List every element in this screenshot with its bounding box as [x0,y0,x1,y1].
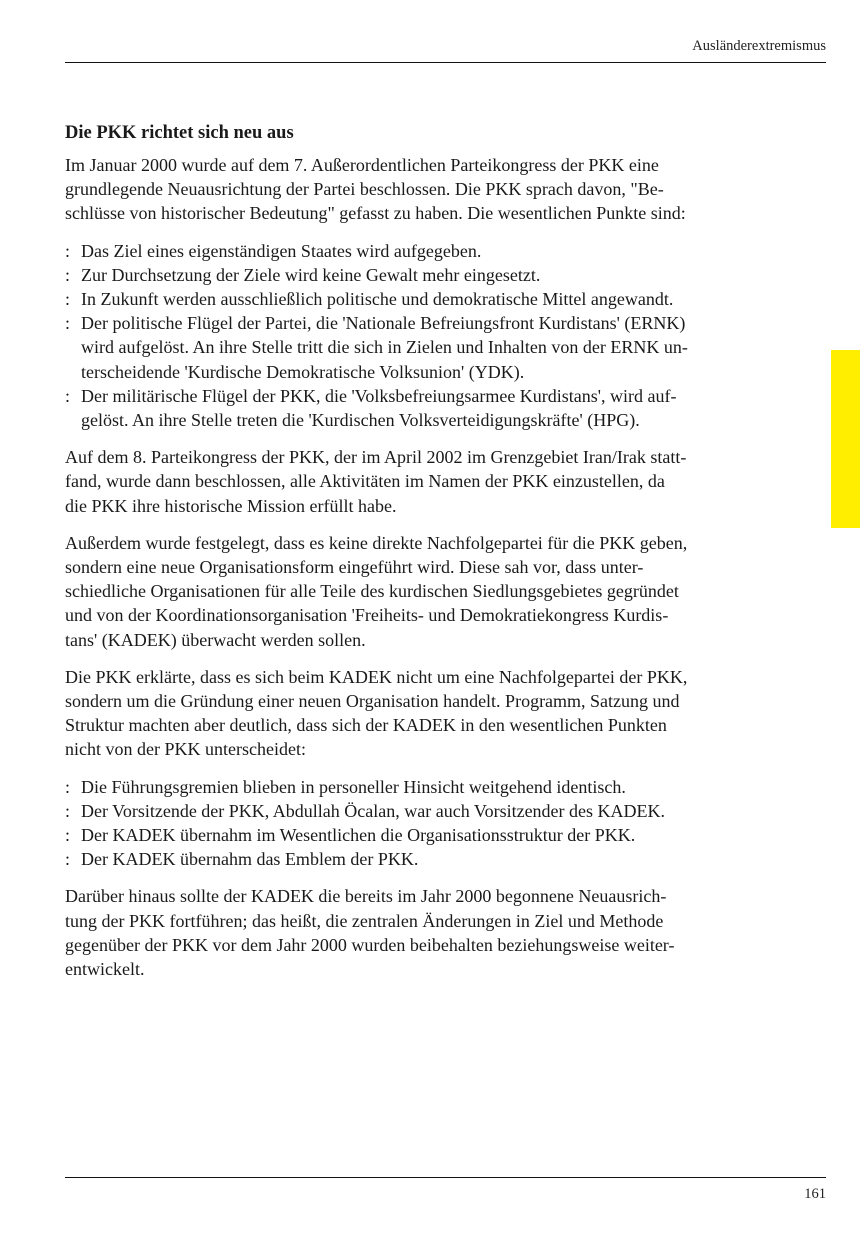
text-line: grundlegende Neuausrichtung der Partei beschlossen. Die PKK sprach davon, "Be- [65,179,664,200]
text-line: Zur Durchsetzung der Ziele wird keine Gewalt mehr eingesetzt. [81,264,541,285]
text-line: Struktur machten aber deutlich, dass sich der KADEK in den wesentlichen Punkten [65,715,667,736]
bullet-marker: : [65,800,71,821]
list-item [65,287,785,311]
text-line: Der KADEK übernahm im Wesentlichen die Organisationsstruktur der PKK. [81,825,636,846]
list-item [65,775,785,799]
text-line: und von der Koordinationsorganisation 'Freiheits- und Demokratiekongress Kurdis- [65,605,669,626]
list-item [65,239,785,263]
bullet-marker: : [65,849,71,870]
text-line: tans' (KADEK) überwacht werden sollen. [65,629,366,650]
text-line: Darüber hinaus sollte der KADEK die bereits im Jahr 2000 begonnene Neuausrich- [65,886,667,907]
bullet-marker: : [65,240,71,261]
text-line: gelöst. An ihre Stelle treten die 'Kurdischen Volksverteidigungskräfte' (HPG). [81,410,640,431]
bullet-marker: : [65,825,71,846]
text-line: fand, wurde dann beschlossen, alle Aktivitäten im Namen der PKK einzustellen, da [65,471,665,492]
text-line: die PKK ihre historische Mission erfüllt habe. [65,495,397,516]
text-line: Der KADEK übernahm das Emblem der PKK. [81,849,419,870]
text-line: tung der PKK fortführen; das heißt, die zentralen Änderungen in Ziel und Methode [65,910,664,931]
text-line: gegenüber der PKK vor dem Jahr 2000 wurden beibehalten beziehungsweise weiter- [65,934,675,955]
text-line: sondern um die Gründung einer neuen Organisation handelt. Programm, Satzung und [65,691,680,712]
page-content [65,121,785,994]
text-line: Das Ziel eines eigenständigen Staates wird aufgegeben. [81,240,482,261]
text-line: nicht von der PKK unterscheidet: [65,739,306,760]
paragraph-intro [65,153,785,226]
bullet-marker: : [65,264,71,285]
text-line: Die Führungsgremien blieben in personeller Hinsicht weitgehend identisch. [81,776,626,797]
text-line: In Zukunft werden ausschließlich politische und demokratische Mittel angewandt. [81,289,674,310]
bullet-marker: : [65,313,71,334]
list-item [65,799,785,823]
text-line: schlüsse von historischer Bedeutung" gefasst zu haben. Die wesentlichen Punkte sind: [65,203,686,224]
paragraph-kadek [65,665,785,762]
text-line: Der militärische Flügel der PKK, die 'Volksbefreiungsarmee Kurdistans', wird auf- [81,385,677,406]
text-line: Im Januar 2000 wurde auf dem 7. Außerordentlichen Parteikongress der PKK eine [65,155,659,175]
text-line: entwickelt. [65,959,145,980]
bullet-marker: : [65,385,71,406]
bullet-marker: : [65,776,71,797]
paragraph-new-organisation [65,531,785,652]
list-item [65,311,785,384]
text-line: sondern eine neue Organisationsform eingeführt wird. Diese sah vor, dass unter- [65,557,644,578]
list-item [65,263,785,287]
footer-rule [65,1177,826,1178]
list-item [65,847,785,871]
text-line: Die PKK erklärte, dass es sich beim KADEK nicht um eine Nachfolgepartei der PKK, [65,666,688,687]
list-item [65,823,785,847]
kadek-points-list [65,775,785,872]
list-item [65,384,785,432]
text-line: Auf dem 8. Parteikongress der PKK, der im April 2002 im Grenzgebiet Iran/Irak statt- [65,447,687,468]
text-line: terscheidende 'Kurdische Demokratische Volksunion' (YDK). [81,361,525,382]
paragraph-8th-congress [65,445,785,518]
text-line: Der Vorsitzende der PKK, Abdullah Öcalan, war auch Vorsitzender des KADEK. [81,800,666,821]
bullet-marker: : [65,289,71,310]
text-line: wird aufgelöst. An ihre Stelle tritt die sich in Zielen und Inhalten von der ERNK un- [81,337,688,358]
text-line: Außerdem wurde festgelegt, dass es keine direkte Nachfolgepartei für die PKK geben, [65,532,688,553]
text-line: Der politische Flügel der Partei, die 'Nationale Befreiungsfront Kurdistans' (ERNK) [81,313,686,334]
text-line: schiedliche Organisationen für alle Teile des kurdischen Siedlungsgebietes gegründet [65,581,679,602]
running-header: Ausländerextremismus [692,38,826,54]
paragraph-conclusion [65,884,785,981]
header-rule [65,62,826,63]
section-heading: Die PKK richtet sich neu aus [65,123,294,143]
page-number: 161 [804,1186,826,1202]
key-points-list [65,239,785,433]
chapter-side-tab [831,350,860,528]
